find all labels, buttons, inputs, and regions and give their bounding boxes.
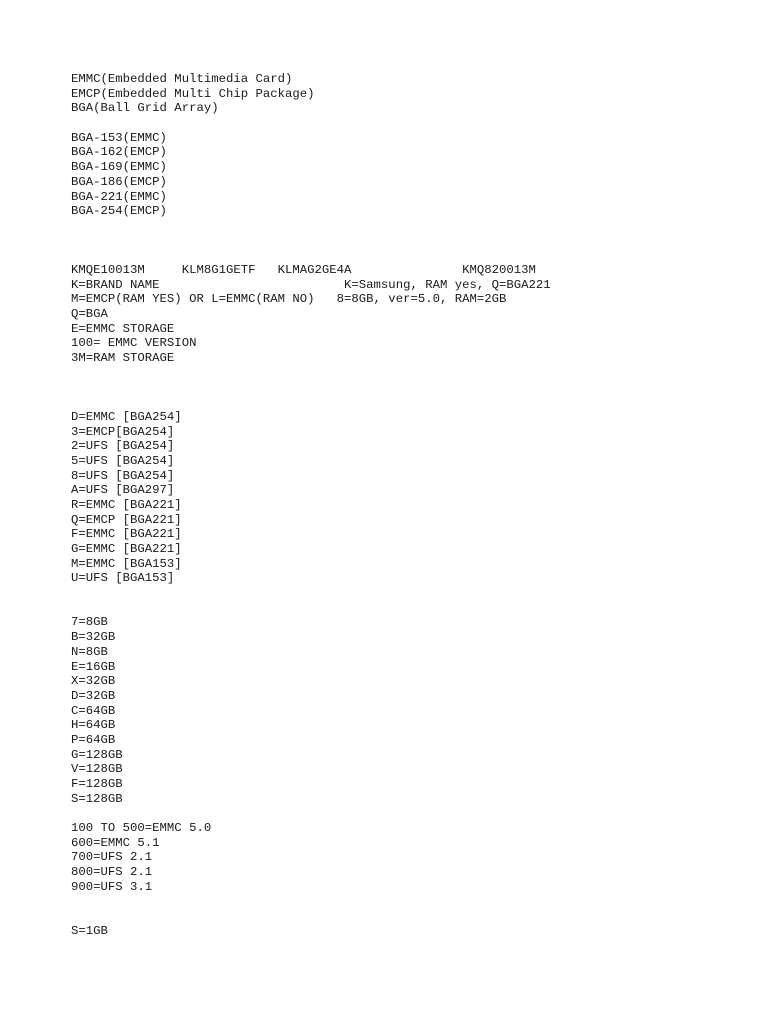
- package-code-line: Q=EMCP [BGA221]: [71, 512, 182, 527]
- package-codes-block: [71, 410, 551, 586]
- version-code-line: 700=UFS 2.1: [71, 850, 153, 865]
- version-code-line: 800=UFS 2.1: [71, 865, 153, 880]
- version-codes-block: [71, 821, 551, 894]
- capacity-code-line: C=64GB: [71, 703, 116, 718]
- capacity-code-line: P=64GB: [71, 732, 116, 747]
- bga-types-block: [71, 131, 551, 219]
- capacity-code-line: V=128GB: [71, 762, 123, 777]
- capacity-code-line: E=16GB: [71, 659, 116, 674]
- definition-line: EMMC(Embedded Multimedia Card): [71, 72, 293, 86]
- bga-type-line: BGA-221(EMMC): [71, 189, 167, 204]
- package-code-line: F=EMMC [BGA221]: [71, 527, 182, 542]
- definition-line: BGA(Ball Grid Array): [71, 101, 219, 116]
- part-code-line: K=BRAND NAME K=Samsung, RAM yes, Q=BGA221: [71, 277, 551, 292]
- part-code-line: 100= EMMC VERSION: [71, 336, 197, 351]
- ram-code-line: S=1GB: [71, 923, 108, 938]
- version-code-line: 900=UFS 3.1: [71, 879, 153, 894]
- package-code-line: G=EMMC [BGA221]: [71, 542, 182, 556]
- part-codes-header: KMQE10013M KLM8G1GETF KLMAG2GE4A KMQ820013M: [71, 262, 536, 277]
- capacity-codes-block: [71, 615, 551, 806]
- document-page: [71, 72, 551, 939]
- capacity-code-line: D=32GB: [71, 688, 116, 703]
- version-code-line: 100 TO 500=EMMC 5.0: [71, 821, 212, 836]
- capacity-code-line: F=128GB: [71, 777, 123, 791]
- package-code-line: U=UFS [BGA153]: [71, 571, 175, 586]
- package-code-line: D=EMMC [BGA254]: [71, 409, 182, 424]
- package-code-line: 8=UFS [BGA254]: [71, 468, 175, 483]
- part-code-line: Q=BGA: [71, 307, 108, 321]
- capacity-code-line: G=128GB: [71, 747, 123, 762]
- package-code-line: 2=UFS [BGA254]: [71, 439, 175, 454]
- capacity-code-line: H=64GB: [71, 718, 116, 733]
- ram-codes-block: [71, 924, 551, 939]
- capacity-code-line: X=32GB: [71, 674, 116, 689]
- bga-type-line: BGA-153(EMMC): [71, 130, 167, 145]
- package-code-line: 3=EMCP[BGA254]: [71, 424, 175, 439]
- capacity-code-line: S=128GB: [71, 791, 123, 806]
- part-code-line: 3M=RAM STORAGE: [71, 351, 175, 366]
- definition-line: EMCP(Embedded Multi Chip Package): [71, 86, 315, 101]
- capacity-code-line: 7=8GB: [71, 615, 108, 630]
- part-code-line: M=EMCP(RAM YES) OR L=EMMC(RAM NO) 8=8GB, ver=5.0, RAM=2GB: [71, 292, 507, 307]
- capacity-code-line: N=8GB: [71, 644, 108, 659]
- bga-type-line: BGA-162(EMCP): [71, 145, 167, 160]
- package-code-line: A=UFS [BGA297]: [71, 483, 175, 498]
- definitions-block: [71, 72, 551, 116]
- bga-type-line: BGA-169(EMMC): [71, 160, 167, 175]
- package-code-line: 5=UFS [BGA254]: [71, 453, 175, 468]
- bga-type-line: BGA-186(EMCP): [71, 174, 167, 189]
- package-code-line: M=EMMC [BGA153]: [71, 556, 182, 571]
- part-code-line: E=EMMC STORAGE: [71, 321, 175, 336]
- version-code-line: 600=EMMC 5.1: [71, 835, 160, 850]
- package-code-line: R=EMMC [BGA221]: [71, 497, 182, 512]
- capacity-code-line: B=32GB: [71, 630, 116, 645]
- part-codes-block: [71, 263, 551, 366]
- bga-type-line: BGA-254(EMCP): [71, 204, 167, 219]
